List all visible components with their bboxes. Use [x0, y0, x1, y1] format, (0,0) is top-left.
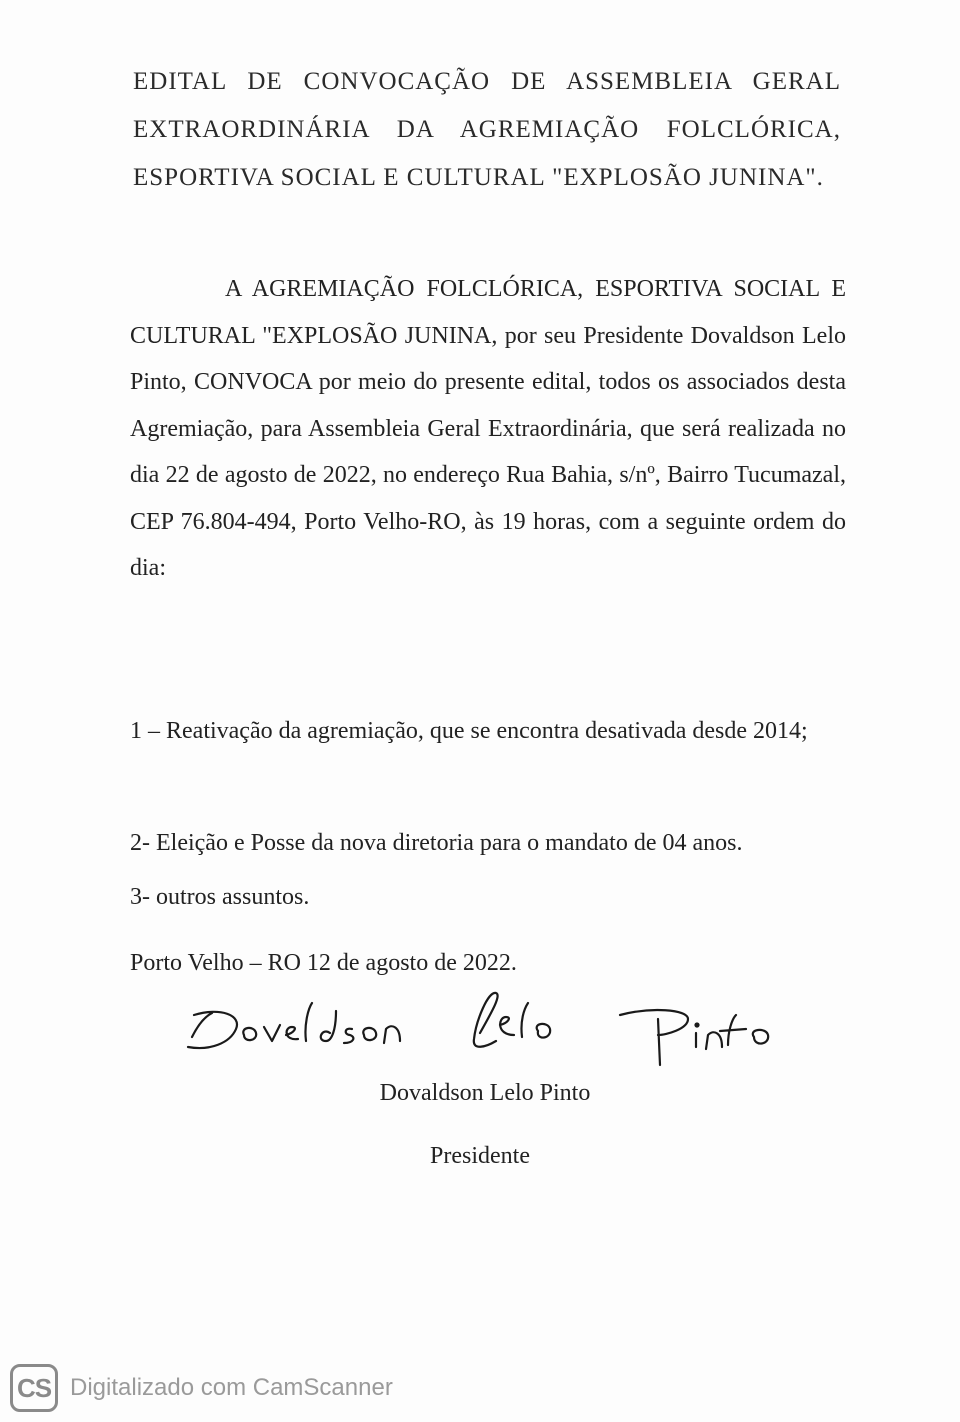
camscanner-logo-text: CS [16, 1372, 52, 1403]
document-title [133, 58, 841, 202]
agenda-item-3: 3- outros assuntos. [130, 884, 310, 910]
handwritten-signature [180, 985, 800, 1075]
title-line-2: EXTRAORDINÁRIA DA AGREMIAÇÃO FOLCLÓRICA, [133, 116, 841, 143]
signer-name: Dovaldson Lelo Pinto [379, 1080, 591, 1106]
title-line-1: EDITAL DE CONVOCAÇÃO DE ASSEMBLEIA GERAL [133, 68, 841, 95]
convocation-paragraph: A AGREMIAÇÃO FOLCLÓRICA, ESPORTIVA SOCIAL E CULTURAL "EXPLOSÃO JUNINA, por seu Presidente Dovaldson Lelo Pinto, CONVOCA por meio do presente edital, todos os associados desta Agremiação, para Assembleia Geral Extraordinária, que será realizada no dia 22 de agosto de 2022, no endereço Rua Bahia, s/nº, Bairro Tucumazal, CEP 76.804-494, Porto Velho-RO, às 19 horas, com a seguinte ordem do dia: [130, 276, 846, 581]
camscanner-text: Digitalizado com CamScanner [70, 1374, 393, 1401]
agenda-item-2: 2- Eleição e Posse da nova diretoria para o mandato de 04 anos. [130, 830, 743, 856]
camscanner-watermark [10, 1360, 393, 1416]
agenda-item-1: 1 – Reativação da agremiação, que se encontra desativada desde 2014; [130, 718, 808, 744]
title-line-3: ESPORTIVA SOCIAL E CULTURAL "EXPLOSÃO JUNINA". [133, 164, 824, 191]
signer-role: Presidente [430, 1143, 530, 1169]
camscanner-logo-icon [10, 1364, 58, 1412]
place-date: Porto Velho – RO 12 de agosto de 2022. [130, 950, 517, 976]
